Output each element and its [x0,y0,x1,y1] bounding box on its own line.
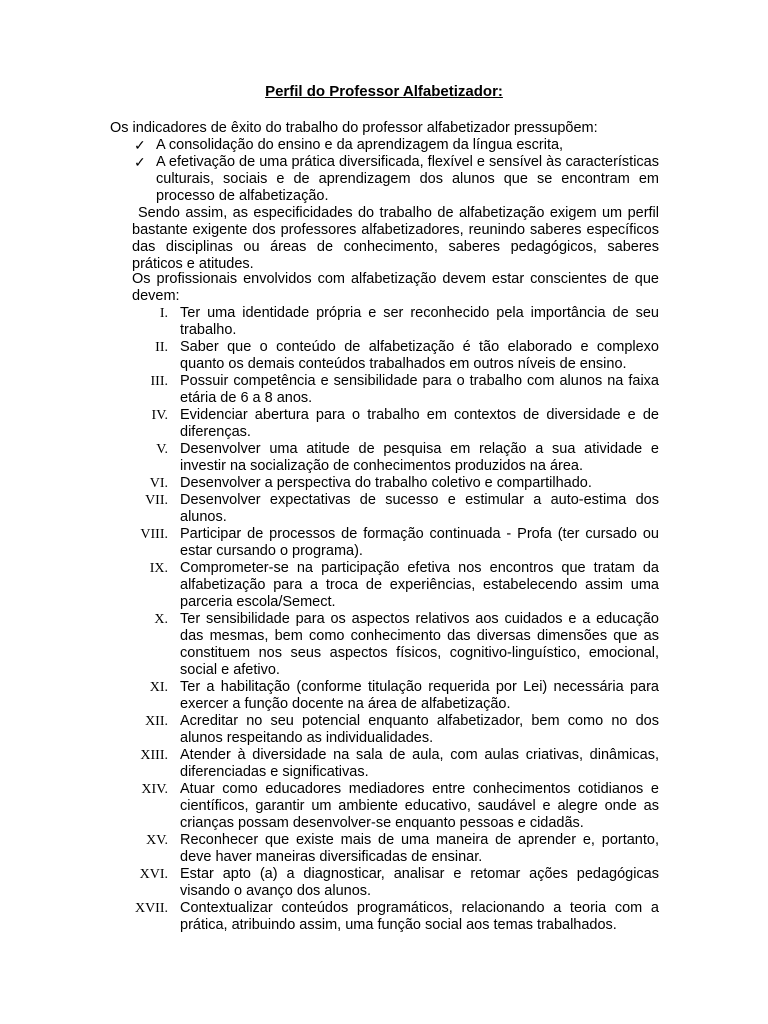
list-item-text: Desenvolver expectativas de sucesso e estimular a auto-estima dos alunos. [180,492,659,525]
list-item-number: VII. [145,493,168,508]
checkmark-item-text: A efetivação de uma prática diversificada, flexível e sensível às características culturais, sociais e de aprendizagem dos alunos que se encontram em processo de alfabetização. [156,154,659,204]
list-item [130,781,659,832]
list-item-text: Ter uma identidade própria e ser reconhecido pela importância de seu trabalho. [180,305,659,338]
list-item-number: IV. [151,408,168,423]
list-item [130,713,659,747]
list-item-number: III. [150,374,168,389]
list-item-number: XI. [149,680,168,695]
list-item-text: Contextualizar conteúdos programáticos, relacionando a teoria com a prática, atribuindo assim, uma função social aos temas trabalhados. [180,900,659,933]
list-item [130,900,659,934]
list-item-text: Ter sensibilidade para os aspectos relativos aos cuidados e a educação das mesmas, bem como conhecimento das diversas dimensões que as constituem nos seus aspectos físicos, cognitivo-linguístico, emocional, social e afetivo. [180,611,659,678]
list-item-number: X. [154,612,168,627]
document-title: Perfil do Professor Alfabetizador: [265,83,503,100]
list-item-number: VI. [149,476,168,491]
list-item-number: XIII. [140,748,168,763]
list-item-text: Reconhecer que existe mais de uma maneira de aprender e, portanto, deve haver maneiras diversificadas de ensinar. [180,832,659,865]
list-item-number: XVII. [134,901,168,916]
list-item-text: Desenvolver a perspectiva do trabalho coletivo e compartilhado. [180,475,592,491]
checkmark-item-text: A consolidação do ensino e da aprendizagem da língua escrita, [156,137,564,153]
list-item-text: Desenvolver uma atitude de pesquisa em relação a sua atividade e investir na socialização de conhecimentos produzidos na área. [180,441,659,474]
list-item-text: Atuar como educadores mediadores entre conhecimentos cotidianos e científicos, garantir um ambiente educativo, saudável e alegre onde as crianças possam desenvolver-se enquanto pessoas e cidadãs. [180,781,659,831]
list-item-number: XIV. [141,782,168,797]
list-item-text: Evidenciar abertura para o trabalho em contextos de diversidade e de diferenças. [180,407,659,440]
list-item-text: Possuir competência e sensibilidade para o trabalho com alunos na faixa etária de 6 a 8 anos. [180,373,659,406]
list-item [130,475,659,492]
list-item [130,305,659,339]
checkmark-item [134,137,659,154]
paragraph-specificities: Sendo assim, as especificidades do trabalho de alfabetização exigem um perfil bastante exigente dos professores alfabetizadores, reunindo saberes específicos das disciplinas ou áreas de conhecimento, saberes pedagógicos, saberes práticos e atitudes. [132,205,659,272]
list-item-text: Ter a habilitação (conforme titulação requerida por Lei) necessária para exercer a função docente na área de alfabetização. [180,679,659,712]
intro-text: Os indicadores de êxito do trabalho do professor alfabetizador pressupõem: [110,120,598,136]
list-item-text: Participar de processos de formação continuada - Profa (ter cursado ou estar cursando o programa). [180,526,659,559]
list-item-number: IX. [149,561,168,576]
list-item-number: V. [156,442,168,457]
checkmark-icon: ✓ [134,137,146,153]
list-item-text: Acreditar no seu potencial enquanto alfabetizador, bem como no dos alunos respeitando as individualidades. [180,713,659,746]
list-item [130,611,659,679]
list-item-number: II. [155,340,168,355]
list-item-number: I. [159,306,168,321]
list-item-number: XII. [145,714,168,729]
list-item-number: XVI. [139,867,168,882]
list-item-text: Estar apto (a) a diagnosticar, analisar e retomar ações pedagógicas visando o avanço dos alunos. [180,866,659,899]
list-item [130,679,659,713]
checkmark-list [134,137,659,205]
list-item [130,747,659,781]
list-item-text: Atender à diversidade na sala de aula, com aulas criativas, dinâmicas, diferenciadas e significativas. [180,747,659,780]
list-item-text: Comprometer-se na participação efetiva nos encontros que tratam da alfabetização para a troca de experiências, estabelecendo assim uma parceria escola/Semect. [180,560,659,610]
list-item [130,866,659,900]
list-item [130,832,659,866]
list-item-text: Saber que o conteúdo de alfabetização é tão elaborado e complexo quanto os demais conteúdos trabalhados em outros níveis de ensino. [180,339,659,372]
checkmark-icon: ✓ [134,154,146,170]
list-item [130,407,659,441]
list-item [130,373,659,407]
list-item [130,560,659,611]
list-item [130,492,659,526]
checkmark-item [134,154,659,205]
roman-numeral-list [130,305,659,934]
list-item [130,441,659,475]
paragraph-professionals: Os profissionais envolvidos com alfabetização devem estar conscientes de que devem: [132,271,659,304]
list-item [130,339,659,373]
list-item-number: XV. [146,833,168,848]
list-item-number: VIII. [140,527,168,542]
list-item [130,526,659,560]
